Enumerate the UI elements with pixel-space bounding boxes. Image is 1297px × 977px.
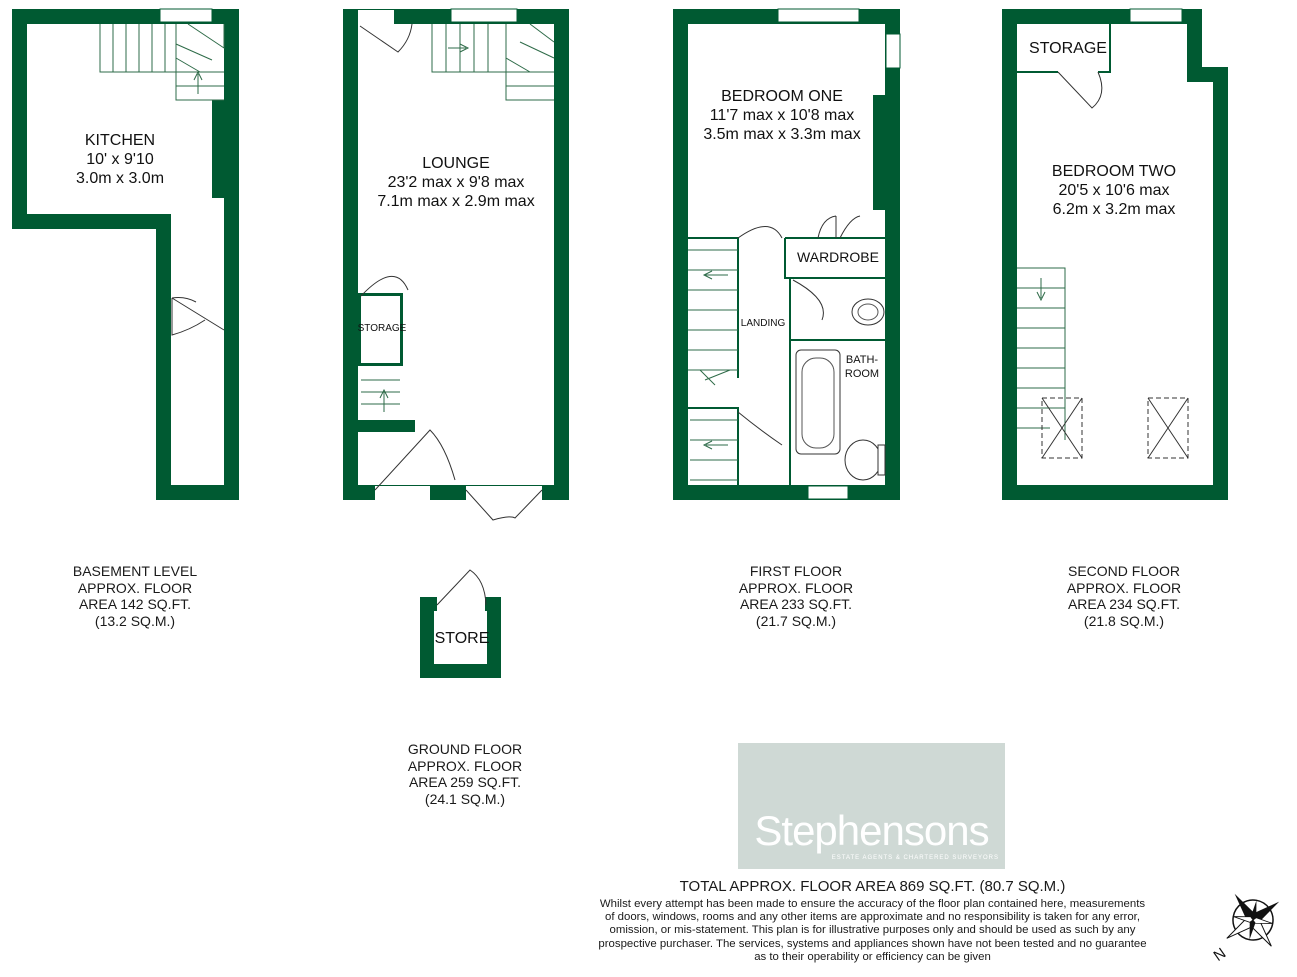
ground-front-door <box>375 430 455 490</box>
ground-window <box>451 9 517 22</box>
bedroom-one-name: BEDROOM ONE <box>721 88 843 105</box>
basement-area-caption <box>15 563 255 629</box>
first-stairs <box>688 250 738 480</box>
ground-area-caption <box>345 741 585 807</box>
basement-door <box>172 298 224 336</box>
caption-line: APPROX. FLOOR <box>407 757 523 774</box>
second-floor-plan <box>1002 9 1228 500</box>
first-floor-plan <box>673 9 900 500</box>
disclaimer-line: prospective purchaser. The services, systems and appliances shown have not been tested and no guarantee <box>598 937 1147 950</box>
bedroom-one-wall <box>873 95 885 210</box>
logo-tagline: ESTATE AGENTS & CHARTERED SURVEYORS <box>831 855 999 861</box>
kitchen-name: KITCHEN <box>84 132 156 149</box>
landing-label: LANDING <box>740 318 786 329</box>
bedroom-one-imperial: 11'7 max x 10'8 max <box>709 107 855 124</box>
bathroom-label-2: ROOM <box>844 368 880 380</box>
caption-line: APPROX. FLOOR <box>738 579 854 596</box>
caption-line: SECOND FLOOR <box>1067 563 1180 579</box>
basement-window <box>160 9 212 22</box>
first-window-bottom <box>808 486 848 499</box>
ground-entry-door <box>360 24 412 52</box>
ground-storage-label: STORAGE <box>357 323 407 334</box>
second-window <box>1130 9 1182 22</box>
caption-line: GROUND FLOOR <box>407 741 523 757</box>
basement-plan <box>12 9 239 500</box>
disclaimer <box>560 898 1185 964</box>
caption-line: APPROX. FLOOR <box>1066 579 1182 596</box>
compass-icon <box>1205 880 1293 972</box>
bedroom-two-metric: 6.2m x 3.2m max <box>1052 201 1176 218</box>
ground-stairs <box>432 24 554 100</box>
caption-line: APPROX. FLOOR <box>77 579 193 596</box>
stephensons-logo <box>738 743 1005 869</box>
caption-line: (13.2 SQ.M.) <box>94 612 176 629</box>
disclaimer-line: as to their operability or efficiency can be given <box>754 950 991 963</box>
kitchen-metric: 3.0m x 3.0m <box>75 170 165 187</box>
caption-line: AREA 259 SQ.FT. <box>408 774 522 790</box>
second-walls <box>1002 9 1228 500</box>
second-area-caption <box>1004 563 1244 629</box>
disclaimer-line: Whilst every attempt has been made to ensure the accuracy of the floor plan contained here, measurements <box>599 898 1146 910</box>
caption-line: FIRST FLOOR <box>749 563 843 579</box>
caption-line: (24.1 SQ.M.) <box>424 790 506 807</box>
skylights <box>1042 398 1188 458</box>
second-storage-label: STORAGE <box>1029 40 1107 57</box>
total-floor-area: TOTAL APPROX. FLOOR AREA 869 SQ.FT. (80.7 SQ.M.) <box>679 878 1066 895</box>
disclaimer-line: omission, or mis-statement. This plan is for illustrative purposes only and should be used as such by any <box>609 924 1136 937</box>
store-plan <box>420 570 501 678</box>
first-area-caption <box>676 563 916 629</box>
toilet-icon <box>845 440 881 480</box>
lounge-metric: 7.1m max x 2.9m max <box>377 193 535 210</box>
caption-line: AREA 142 SQ.FT. <box>78 596 192 612</box>
store-label: STORE <box>434 630 490 647</box>
basement-inner-wall <box>212 100 224 198</box>
wardrobe-label: WARDROBE <box>797 249 879 265</box>
bathroom-fixtures <box>796 299 885 480</box>
lounge-name: LOUNGE <box>422 155 490 172</box>
compass-north-letter: N <box>1210 944 1230 965</box>
ground-floor-plan <box>343 9 569 520</box>
disclaimer-line: of doors, windows, rooms and any other items are approximate and no responsibility is taken for any error, <box>605 911 1140 924</box>
second-storage-door <box>1058 72 1102 108</box>
kitchen-imperial: 10' x 9'10 <box>86 151 154 168</box>
wardrobe-doors <box>818 216 860 238</box>
bedroom-one-metric: 3.5m max x 3.3m max <box>703 126 861 143</box>
bathroom-label-1: BATH- <box>845 354 879 366</box>
basement-stairs <box>100 24 224 100</box>
caption-line: AREA 233 SQ.FT. <box>739 596 853 612</box>
caption-line: (21.7 SQ.M.) <box>755 612 837 629</box>
basin-icon <box>852 299 884 325</box>
lounge-imperial: 23'2 max x 9'8 max <box>387 174 525 191</box>
bedroom-two-name: BEDROOM TWO <box>1051 163 1177 180</box>
second-stairs <box>1017 268 1065 440</box>
first-window-top <box>778 9 859 22</box>
caption-line: AREA 234 SQ.FT. <box>1067 596 1181 612</box>
bedroom-two-imperial: 20'5 x 10'6 max <box>1058 182 1170 199</box>
caption-line: BASEMENT LEVEL <box>72 563 198 579</box>
logo-wordmark: Stephensons <box>754 807 989 854</box>
basement-walls <box>12 9 239 500</box>
caption-line: (21.8 SQ.M.) <box>1083 612 1165 629</box>
first-window-right <box>886 34 900 68</box>
